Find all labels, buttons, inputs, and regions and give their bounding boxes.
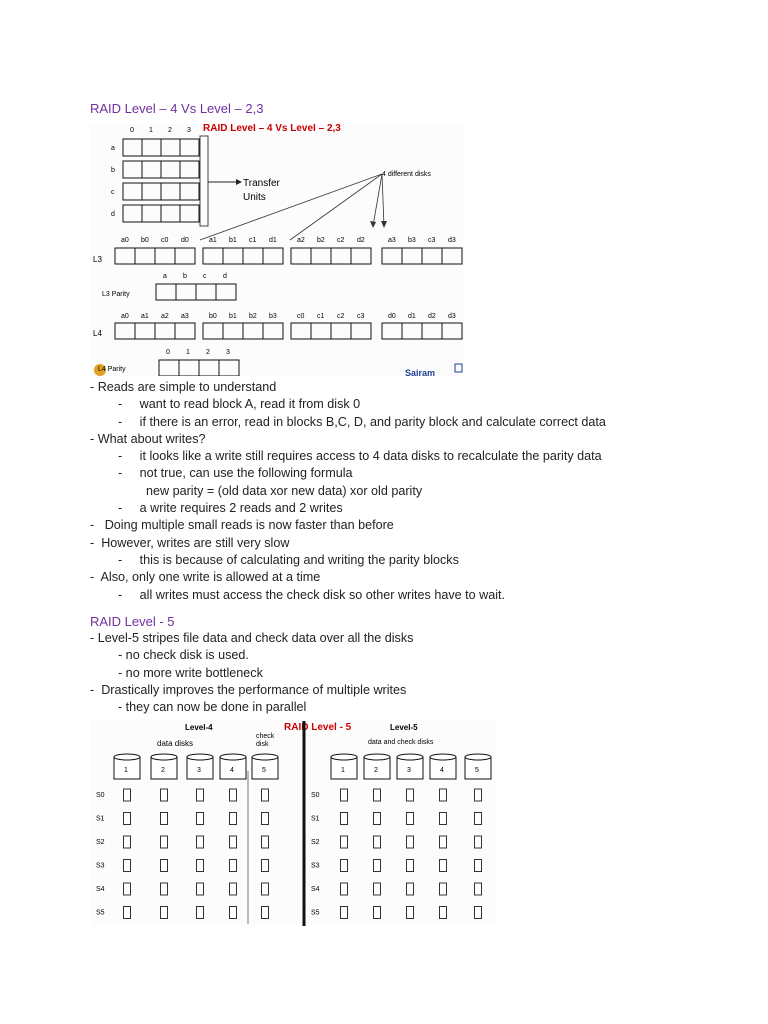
stripe-block: [230, 813, 237, 825]
block-label: a0: [121, 237, 129, 244]
stripe-block: [124, 813, 131, 825]
stripe-block: [124, 789, 131, 801]
stripe-label: S1: [96, 815, 105, 823]
column-index: 3: [187, 127, 191, 134]
block-cell: [243, 248, 263, 264]
stripe-block: [262, 836, 269, 848]
block-cell: [422, 248, 442, 264]
parity-column-label: 3: [226, 349, 230, 356]
column-index: 1: [149, 127, 153, 134]
disk-top: [220, 754, 246, 760]
block-label: c2: [337, 237, 345, 244]
diagram-title: RAID Level - 5: [284, 722, 352, 733]
block-label: d0: [388, 313, 396, 320]
section1-body: [90, 379, 710, 604]
stripe-block: [374, 836, 381, 848]
disk-top: [187, 754, 213, 760]
bracket: [200, 136, 208, 226]
stripe-block: [374, 813, 381, 825]
block-label: d2: [428, 313, 436, 320]
disk-label: 1: [341, 767, 345, 774]
arrow-head: [370, 221, 376, 228]
block-cell: [123, 139, 142, 156]
block-cell: [175, 323, 195, 339]
block-cell: [382, 323, 402, 339]
l3-label: L3: [93, 255, 102, 264]
block-cell: [331, 323, 351, 339]
parity-column-label: 2: [206, 349, 210, 356]
stripe-block: [197, 860, 204, 872]
block-cell: [135, 248, 155, 264]
disk-label: 3: [197, 767, 201, 774]
parity-column-label: a: [163, 273, 167, 280]
stripe-block: [161, 813, 168, 825]
stripe-label: S4: [96, 886, 105, 893]
section2-body: [90, 630, 710, 716]
block-cell: [351, 248, 371, 264]
block-cell: [263, 323, 283, 339]
disk-label: 3: [407, 767, 411, 774]
disk-top: [252, 754, 278, 760]
stripe-block: [374, 907, 381, 919]
block-cell: [161, 161, 180, 178]
stripe-label: S3: [96, 862, 105, 870]
stripe-block: [197, 836, 204, 848]
stripe-label: S4: [311, 886, 320, 893]
stripe-label: S2: [311, 839, 320, 846]
parity-column-label: b: [183, 273, 187, 280]
disk-label: 2: [161, 767, 165, 774]
stripe-block: [440, 836, 447, 848]
stripe-block: [407, 836, 414, 848]
stripe-label: S2: [96, 839, 105, 846]
block-label: b1: [229, 313, 237, 320]
block-cell: [142, 205, 161, 222]
text-line: - Reads are simple to understand: [90, 380, 277, 394]
raid-5-diagram: [90, 719, 496, 926]
stripe-block: [161, 860, 168, 872]
block-cell: [123, 161, 142, 178]
text-line: new parity = (old data xor new data) xor old parity: [90, 483, 423, 498]
level-4-title: Level-4: [185, 723, 213, 732]
transfer-label-line1: Transfer: [243, 178, 280, 189]
data-disks-label: data disks: [157, 739, 194, 748]
stripe-block: [197, 813, 204, 825]
disk-label: 4: [230, 767, 234, 774]
parity-cell: [219, 360, 239, 376]
column-index: 2: [168, 127, 172, 134]
parity-column-label: 1: [186, 349, 190, 356]
stripe-block: [341, 907, 348, 919]
block-cell: [311, 323, 331, 339]
block-label: a1: [141, 313, 149, 320]
stripe-block: [161, 907, 168, 919]
block-cell: [142, 183, 161, 200]
stripe-block: [341, 883, 348, 895]
row-label: a: [111, 145, 115, 152]
block-label: c2: [337, 313, 345, 320]
block-label: a3: [388, 237, 396, 244]
text-line: - if there is an error, read in blocks B,C, D, and parity block and calculate correct data: [90, 414, 606, 429]
block-cell: [382, 248, 402, 264]
raid-4-diagram-svg: [90, 124, 465, 376]
stripe-block: [230, 883, 237, 895]
sairam-logo: Sairam: [405, 368, 436, 376]
stripe-label: S0: [311, 792, 320, 799]
stripe-block: [440, 883, 447, 895]
raid-4-vs-2-3-diagram: [90, 124, 465, 376]
block-cell: [422, 323, 442, 339]
stripe-block: [230, 860, 237, 872]
stripe-block: [124, 883, 131, 895]
disk-top: [331, 754, 357, 760]
text-line: - no more write bottleneck: [90, 665, 263, 680]
stripe-block: [262, 883, 269, 895]
l4-label: L4: [93, 329, 102, 338]
stripe-block: [262, 813, 269, 825]
block-label: d3: [448, 237, 456, 244]
block-cell: [291, 248, 311, 264]
block-cell: [180, 205, 199, 222]
block-cell: [123, 205, 142, 222]
stripe-label: S3: [311, 862, 320, 870]
parity-column-label: 0: [166, 349, 170, 356]
text-line: - it looks like a write still requires access to 4 data disks to recalculate the parity data: [90, 449, 602, 464]
stripe-block: [161, 836, 168, 848]
parity-column-label: c: [203, 273, 207, 280]
block-label: c1: [317, 313, 325, 320]
parity-cell: [199, 360, 219, 376]
stripe-block: [124, 860, 131, 872]
block-label: c1: [249, 237, 257, 244]
text-line: - no check disk is used.: [90, 648, 249, 663]
block-cell: [223, 248, 243, 264]
block-cell: [142, 139, 161, 156]
stripe-block: [197, 789, 204, 801]
text-line: - all writes must access the check disk so other writes have to wait.: [90, 587, 506, 602]
disk-label: 4: [440, 767, 444, 774]
block-label: a2: [297, 237, 305, 244]
text-line: - Drastically improves the performance of multiple writes: [90, 682, 407, 697]
stripe-block: [475, 907, 482, 919]
block-cell: [161, 183, 180, 200]
stripe-block: [475, 789, 482, 801]
block-cell: [243, 323, 263, 339]
block-label: d3: [448, 313, 456, 320]
block-cell: [135, 323, 155, 339]
stripe-block: [374, 789, 381, 801]
stripe-block: [262, 789, 269, 801]
stripe-block: [440, 789, 447, 801]
block-cell: [142, 161, 161, 178]
stripe-block: [197, 907, 204, 919]
stripe-block: [230, 907, 237, 919]
disk-label: 5: [262, 767, 266, 774]
stripe-block: [341, 813, 348, 825]
block-cell: [203, 323, 223, 339]
stripe-block: [440, 860, 447, 872]
block-cell: [123, 183, 142, 200]
transfer-arrow-head: [236, 179, 242, 185]
block-label: d2: [357, 237, 365, 244]
block-cell: [263, 248, 283, 264]
disk-top: [397, 754, 423, 760]
disk-label: 2: [374, 767, 378, 774]
stripe-block: [341, 836, 348, 848]
check-disk-label-line1: check: [256, 733, 275, 740]
stripe-label: S1: [311, 815, 320, 823]
stripe-block: [440, 907, 447, 919]
block-cell: [180, 161, 199, 178]
row-label: c: [111, 189, 115, 196]
block-cell: [351, 323, 371, 339]
stripe-block: [440, 813, 447, 825]
block-label: d1: [408, 313, 416, 320]
stripe-block: [407, 860, 414, 872]
block-cell: [155, 323, 175, 339]
section-heading-raid-4-vs-2-3: RAID Level – 4 Vs Level – 2,3: [90, 101, 264, 116]
stripe-block: [407, 907, 414, 919]
parity-column-label: d: [223, 273, 227, 280]
block-label: b2: [249, 313, 257, 320]
block-label: c0: [297, 313, 305, 320]
text-line: - Level-5 stripes file data and check data over all the disks: [90, 631, 414, 645]
stripe-block: [475, 883, 482, 895]
disk-top: [465, 754, 491, 760]
block-label: b3: [408, 237, 416, 244]
data-check-disks-label: data and check disks: [368, 739, 434, 746]
disk-top: [364, 754, 390, 760]
logo-mark: [455, 364, 462, 372]
stripe-block: [341, 860, 348, 872]
stripe-label: S5: [96, 909, 105, 917]
parity-cell: [179, 360, 199, 376]
block-label: b0: [209, 313, 217, 320]
parity-cell: [216, 284, 236, 300]
block-cell: [180, 183, 199, 200]
stripe-block: [407, 813, 414, 825]
stripe-label: S5: [311, 909, 320, 917]
parity-cell: [156, 284, 176, 300]
block-label: a0: [121, 313, 129, 320]
block-cell: [115, 248, 135, 264]
l3-parity-label: L3 Parity: [102, 291, 130, 298]
block-cell: [442, 323, 462, 339]
block-label: b3: [269, 313, 277, 320]
disk-top: [114, 754, 140, 760]
text-line: - they can now be done in parallel: [90, 700, 307, 715]
stripe-block: [262, 860, 269, 872]
stripe-block: [407, 789, 414, 801]
stripe-block: [124, 907, 131, 919]
parity-cell: [176, 284, 196, 300]
stripe-block: [475, 836, 482, 848]
four-disks-label: 4 different disks: [382, 171, 431, 178]
arrow-head: [381, 221, 387, 228]
block-cell: [331, 248, 351, 264]
block-cell: [223, 323, 243, 339]
block-cell: [402, 323, 422, 339]
stripe-block: [230, 836, 237, 848]
stripe-block: [230, 789, 237, 801]
level-5-title: Level-5: [390, 723, 418, 732]
block-cell: [115, 323, 135, 339]
row-label: d: [111, 211, 115, 218]
block-label: b2: [317, 237, 325, 244]
block-cell: [311, 248, 331, 264]
text-line: - want to read block A, read it from disk 0: [90, 397, 361, 412]
block-cell: [402, 248, 422, 264]
block-cell: [175, 248, 195, 264]
block-cell: [155, 248, 175, 264]
stripe-block: [475, 813, 482, 825]
text-line: - a write requires 2 reads and 2 writes: [90, 501, 343, 516]
block-label: c3: [357, 313, 365, 320]
transfer-label-line2: Units: [243, 192, 266, 203]
text-line: - Doing multiple small reads is now faster than before: [90, 518, 394, 533]
stripe-block: [161, 789, 168, 801]
row-label: b: [111, 167, 115, 174]
block-label: a2: [161, 313, 169, 320]
block-cell: [161, 139, 180, 156]
text-line: - this is because of calculating and writing the parity blocks: [90, 552, 459, 567]
stripe-block: [262, 907, 269, 919]
disk-top: [430, 754, 456, 760]
stripe-block: [475, 860, 482, 872]
block-cell: [203, 248, 223, 264]
raid-5-diagram-svg: [90, 719, 496, 926]
block-cell: [291, 323, 311, 339]
block-label: b1: [229, 237, 237, 244]
stripe-block: [374, 860, 381, 872]
stripe-block: [197, 883, 204, 895]
block-label: d1: [269, 237, 277, 244]
text-line: - Also, only one write is allowed at a time: [90, 570, 321, 585]
block-label: a1: [209, 237, 217, 244]
disk-top: [151, 754, 177, 760]
diagram-title: RAID Level – 4 Vs Level – 2,3: [203, 124, 341, 134]
section-heading-raid-5: RAID Level - 5: [90, 614, 175, 629]
parity-cell: [196, 284, 216, 300]
stripe-label: S0: [96, 792, 105, 799]
stripe-block: [374, 883, 381, 895]
disk-arrows: [200, 174, 384, 240]
stripe-block: [161, 883, 168, 895]
block-label: d0: [181, 237, 189, 244]
text-line: - not true, can use the following formula: [90, 466, 353, 481]
block-label: a3: [181, 313, 189, 320]
text-line: - However, writes are still very slow: [90, 535, 290, 550]
stripe-block: [407, 883, 414, 895]
block-cell: [180, 139, 199, 156]
stripe-block: [124, 836, 131, 848]
disk-label: 5: [475, 767, 479, 774]
block-label: c3: [428, 237, 436, 244]
stripe-block: [341, 789, 348, 801]
text-line: - What about writes?: [90, 431, 206, 446]
block-label: b0: [141, 237, 149, 244]
l4-parity-label: L4 Parity: [98, 366, 126, 373]
block-label: c0: [161, 237, 169, 244]
block-cell: [442, 248, 462, 264]
block-cell: [161, 205, 180, 222]
parity-cell: [159, 360, 179, 376]
column-index: 0: [130, 127, 134, 134]
check-disk-label-line2: disk: [256, 741, 269, 748]
disk-label: 1: [124, 767, 128, 774]
